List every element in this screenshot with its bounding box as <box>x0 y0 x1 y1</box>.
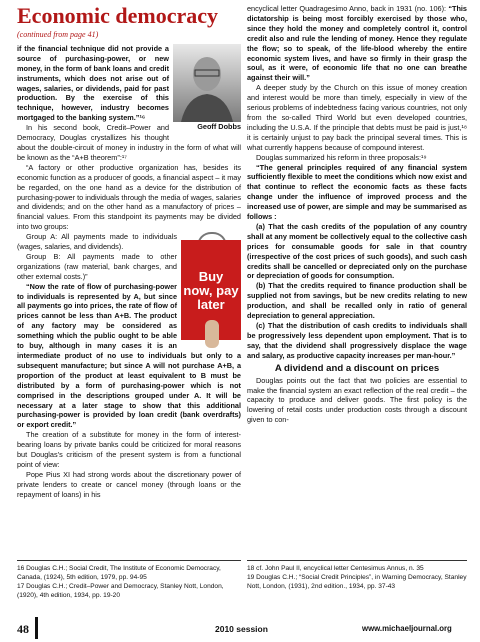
issue-label: 2010 session <box>215 624 268 634</box>
footnote: 19 Douglas C.H.; “Social Credit Principles”, in Warning Democracy, Stanley Nott, London, (1931), 2nd edition., 1934, pp. 37-43 <box>247 574 467 590</box>
paragraph: “A factory or other productive organization has, besides its economic function as a producer of goods, a financial aspect – it may be regarded, on the one hand as a device for the distribution of purchasing-power to individuals through the media of wages, salaries and dividends; and on the other hand as a manufactory of prices – financial values. From this standpoint its payments may be divided into two groups: <box>17 162 241 232</box>
footnote-divider <box>247 560 467 561</box>
portrait-image <box>173 44 241 122</box>
paragraph: “Now the rate of flow of purchasing-power to individuals is represented by A, but since all payments go into prices, the rate of flow of prices cannot be less than A+B. The product of any factory may be considered as something which the public ought to be able to buy, although in many cases it is an intermediate product of no use to individuals but only to a subsequent manufacture; but since A will not purchase A+B, a proportion of the product at least equivalent to B must be distributed by a form of purchasing-power which is not comprised in the descriptions grouped under A. It will be necessary at a later stage to show that this additional purchasing-power is provided by loan credit (bank overdrafts) or export credit.” <box>17 281 241 430</box>
paragraph: (b) That the credits required to finance production shall be supplied not from savings, but be new credits relating to new production, and shall be recalled only in ratio of general depreciation to general appreciation. <box>247 281 467 321</box>
encyclical-quote: “This dictatorship is being most forcibly exercised by those who, since they hold the money and completely control it, control credit also and rule the lending of money. Hence they regulate the flow; so to speak, of the life-blood whereby the entire economic system lives, and have so firmly in their grasp the soul, as it were, of economic life that no one can breathe against their will.” <box>247 4 467 83</box>
photo-caption: Geoff Dobbs <box>197 121 241 131</box>
paragraph: “The general principles required of any financial system sufficiently flexible to meet the conditions which now exist and that continue to reflect the economic facts as these facts change under the influence of improved process and the increased use of power, are simple and may be summarised as follows : <box>247 162 467 222</box>
footnotes-left <box>17 564 241 600</box>
website-url[interactable]: www.michaeljournal.org <box>362 624 452 633</box>
paragraph-intro: encyclical letter Quadragesimo Anno, back in 1931 (no. 106): <box>247 4 449 13</box>
paragraph: Group B: All payments made to other organizations (raw material, bank charges, and other external costs.)” <box>17 251 177 281</box>
paragraph: Douglas summarized his reform in three proposals:¹⁹ <box>256 152 427 162</box>
paragraph: (c) That the distribution of cash credits to individuals shall be progressively less dependent upon employment. That is to say, that the dividend shall progressively displace the wage and salary, as productive capacity increases per man-hour.” <box>247 321 467 360</box>
paragraph: Pope Pius XI had strong words about the discretionary power of private lenders to create or cancel money (through loans or the repayment of loans) in his <box>17 469 241 499</box>
page-number: 48 <box>17 622 29 636</box>
article-title: Economic democracy <box>17 3 218 28</box>
footnote: 16 Douglas C.H.; Social Credit, The Institute of Economic Democracy, Canada, (1924), 5th edition, 1979, pp. 94-95 <box>17 565 221 581</box>
footnotes-right <box>247 564 467 591</box>
paragraph: (a) That the cash credits of the population of any country shall at any moment be collectively equal to the collective cash prices for consumable goods for sale in that country (irrespective of the cost prices of such goods), and such cash credits shall be cancelled or depreciated only on the purchase or depreciation of goods for consumption. <box>247 221 467 281</box>
paragraph: In his second book, Credit–Power and Democracy, Douglas crystallizes his thought about the double-circuit of money in industry in the form of what will be known as the “A+B theorem”:¹⁷ <box>17 123 241 162</box>
footnote: 18 cf. John Paul II, encyclical letter Centesimus Annus, n. 35 <box>247 565 424 572</box>
paragraph: Group A: All payments made to individuals (wages, salaries, and dividends). <box>17 232 177 252</box>
right-column <box>247 4 467 425</box>
footnote-divider <box>17 560 241 561</box>
section-heading: A dividend and a discount on prices <box>274 362 440 374</box>
paragraph <box>247 4 467 83</box>
paragraph: The creation of a substitute for money in the form of interest-bearing loans by private banks could be criticized for moral reasons but Douglas’s criticism of the present system is from a functional point of view: <box>17 430 241 469</box>
buy-now-pay-later-image <box>181 232 241 348</box>
continued-note: (continued from page 41) <box>17 30 99 39</box>
sign-text: Buy now, pay later <box>183 269 239 313</box>
paragraph: A deeper study by the Church on this issue of money creation and interest would be more than timely, especially in view of the serious problems of indebtedness facing various countries, not only from the so-called Third World but even developed countries, including the U.S.A. If the principle that debts must be paid is just,¹⁸ it is certainly unjust to pay back the principal several times. This is what currently happens because of compound interest. <box>247 83 467 152</box>
paragraph: Douglas points out the fact that two policies are essential to make the financial system an exact reflection of the real credit – the capacity to produce and deliver goods. The first policy is the lowering of retail costs under production costs through a discount given to con- <box>247 375 467 425</box>
author-photo <box>173 44 241 134</box>
left-column <box>17 4 241 500</box>
footnote: 17 Douglas C.H.; Credit–Power and Democracy, Stanley Nott, London, (1920), 4th edition, 1934, pp. 19-20 <box>17 583 224 599</box>
paragraph: if the financial technique did not provide a source of purchasing-power, or new money, in the form of bank loans and credit instruments, which does not arise out of wages, salaries, or dividends, paid for past production. By the exercise of this technique, however, industry becomes mortgaged to the banking system.”¹⁶ <box>17 43 169 123</box>
page-number-bar <box>35 617 38 639</box>
